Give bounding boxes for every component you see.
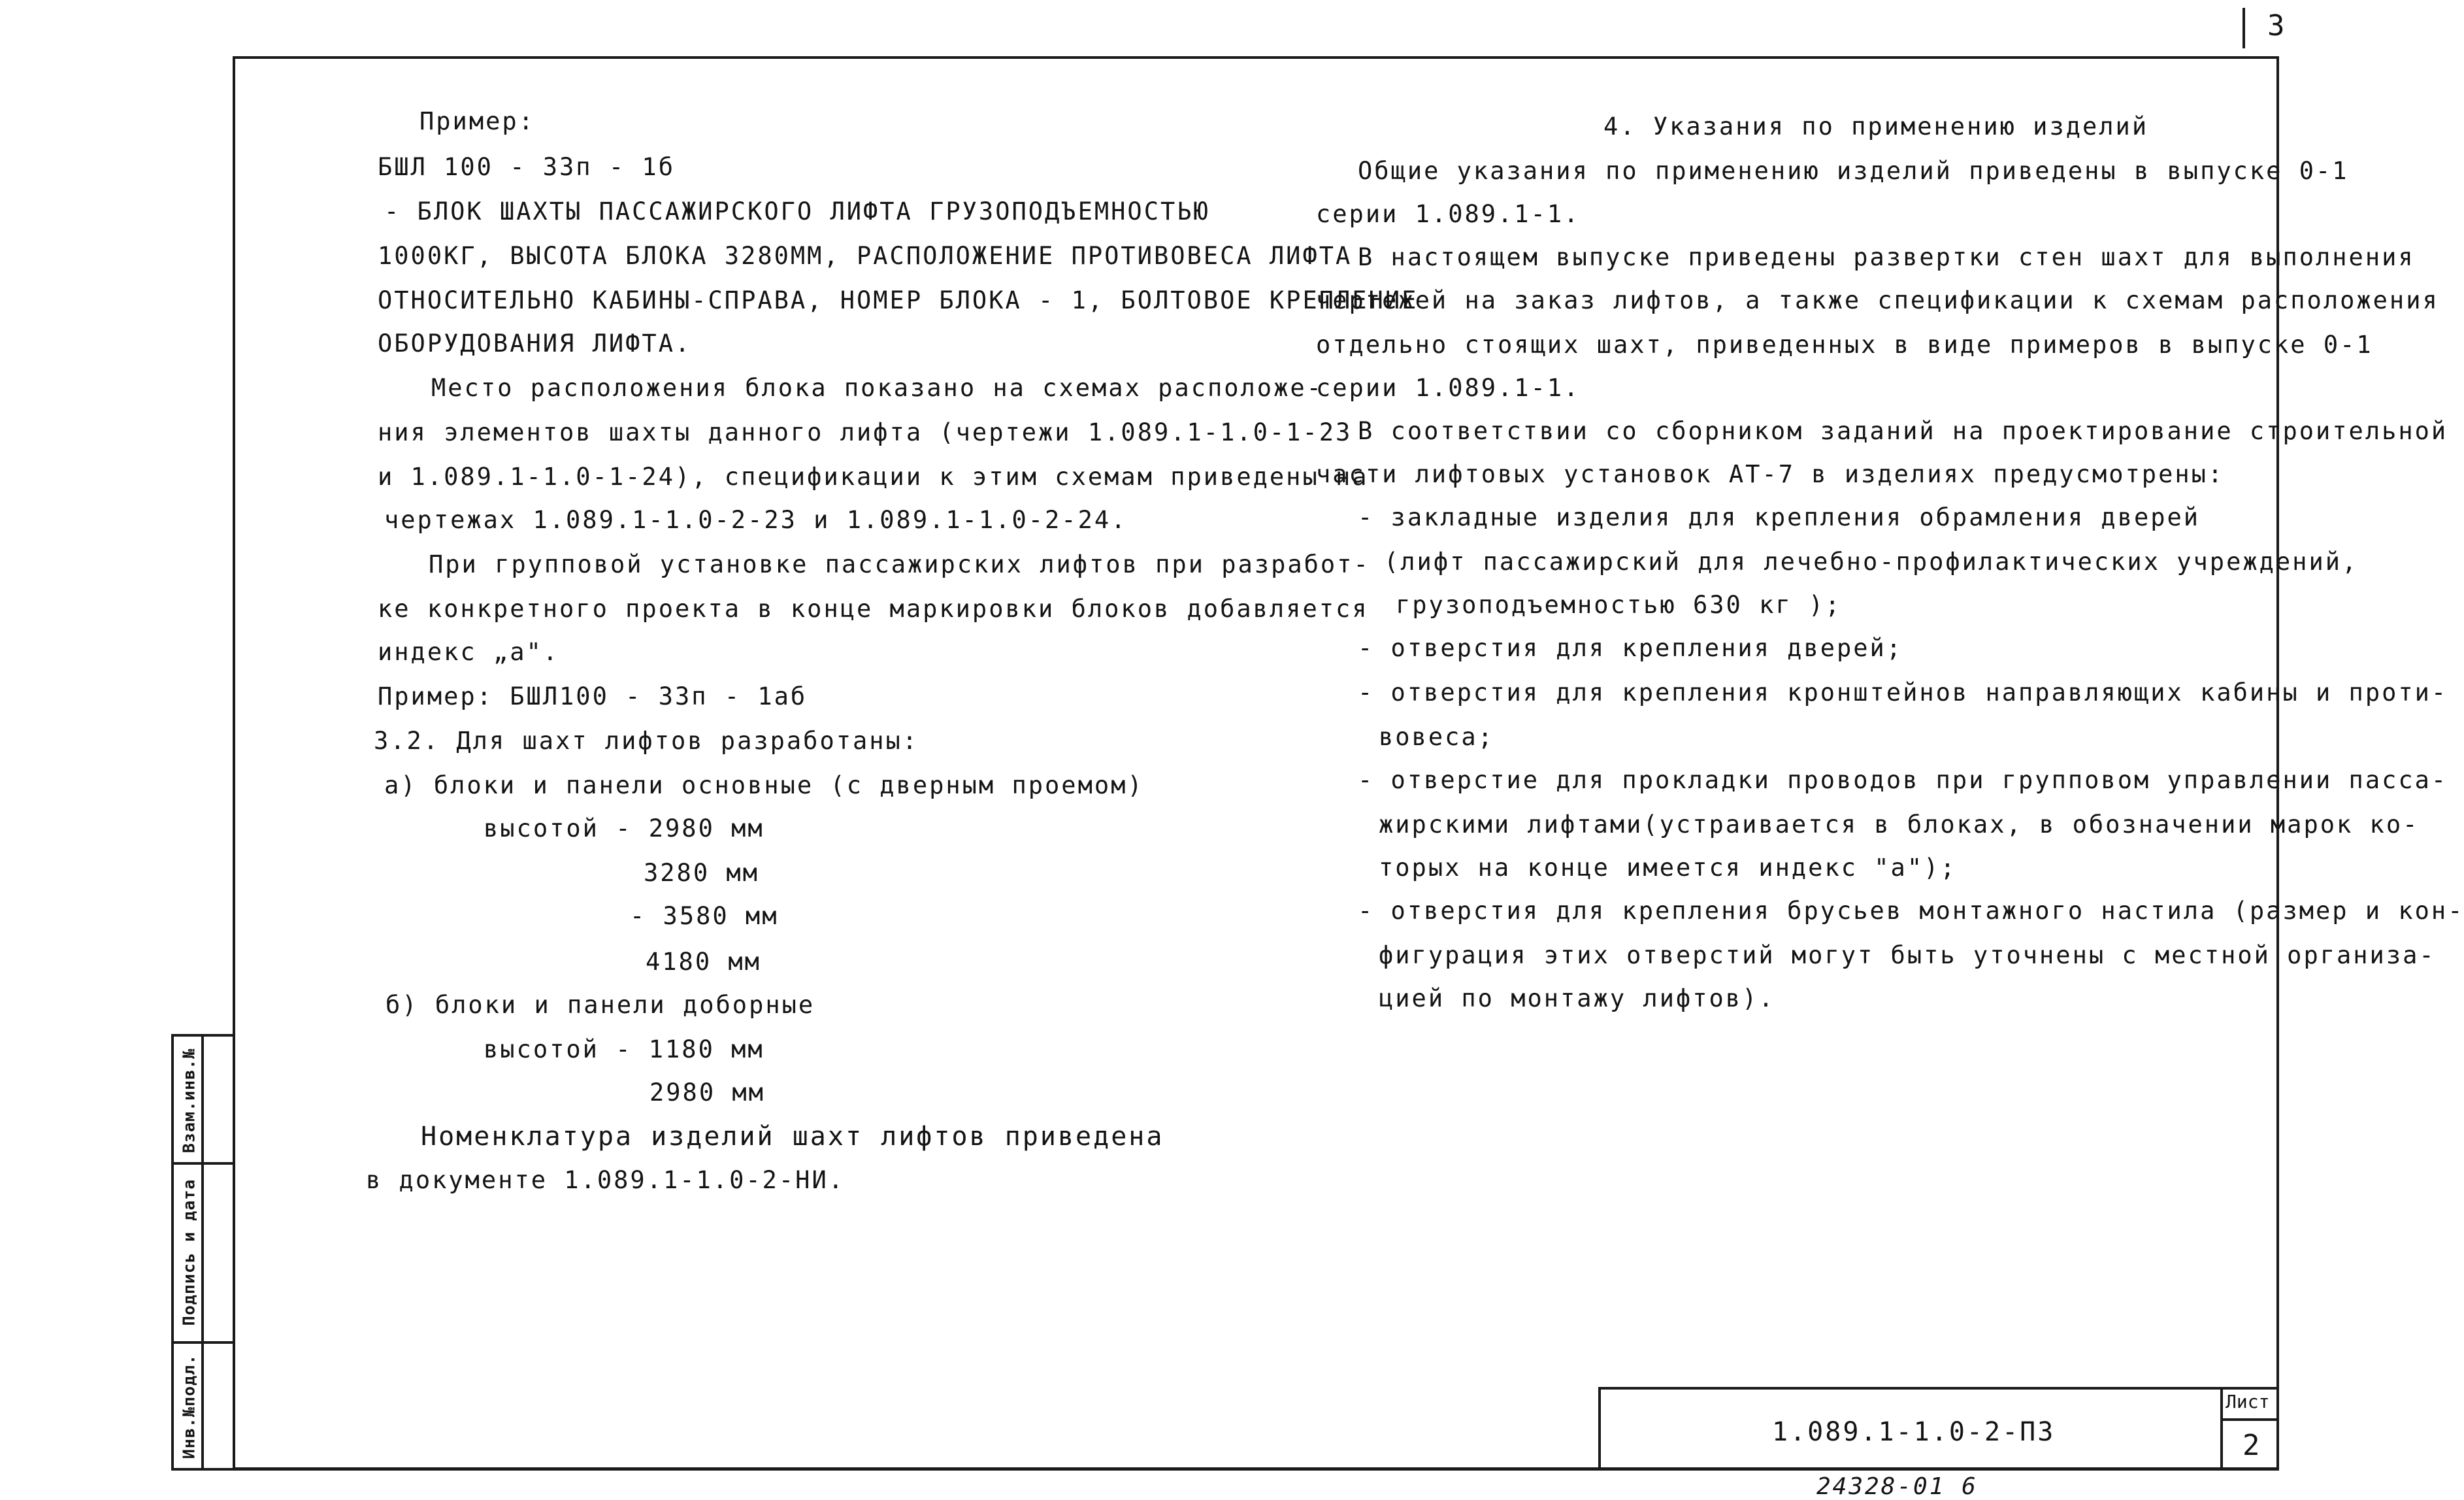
- section-heading: 3.2. Для шахт лифтов разработаны:: [374, 727, 919, 755]
- side-label-inventory: Инв.№подл.: [179, 1354, 199, 1459]
- right-text-line: жирскими лифтами(устраивается в блоках, в обозначении марок ко-: [1379, 810, 2420, 839]
- right-list-item: - отверстия для крепления дверей;: [1358, 634, 1903, 662]
- example-heading: Пример:: [419, 107, 535, 135]
- height-value: 3280 мм: [644, 859, 759, 887]
- left-text-line: индекс „а".: [378, 638, 560, 666]
- right-list-item: - отверстие для прокладки проводов при групповом управлении пасса-: [1358, 766, 2448, 794]
- list-item-b: б) блоки и панели доборные: [386, 991, 815, 1019]
- sheet-label: Лист: [2226, 1391, 2270, 1412]
- left-text-line: ОТНОСИТЕЛЬНО КАБИНЫ-СПРАВА, НОМЕР БЛОКА - 1, БОЛТОВОЕ КРЕПЛЕНИЕ: [378, 286, 1419, 314]
- right-text-line: цией по монтажу лифтов).: [1379, 984, 1775, 1012]
- right-text-line: чертежей на заказ лифтов, а также спецификации к схемам расположения: [1316, 286, 2439, 314]
- right-list-item: - отверстия для крепления брусьев монтажного настила (размер и кон-: [1358, 897, 2464, 925]
- archive-number: 24328-01 6: [1816, 1473, 1978, 1500]
- right-list-item: - отверстия для крепления кронштейнов направляющих кабины и проти-: [1358, 678, 2448, 707]
- right-text-line: грузоподъемностью 630 кг );: [1396, 591, 1842, 619]
- example-mark-2: Пример: БШЛ100 - 33п - 1аб: [378, 682, 808, 710]
- corner-tick: [2242, 8, 2245, 48]
- title-block: [1598, 1387, 2278, 1471]
- left-text-line: 1000КГ, ВЫСОТА БЛОКА 3280ММ, РАСПОЛОЖЕНИЕ ПРОТИВОВЕСА ЛИФТА: [378, 242, 1353, 270]
- right-list-item: - закладные изделия для крепления обрамления дверей: [1358, 503, 2201, 531]
- side-divider: [174, 1162, 234, 1165]
- side-label-signature: Подпись и дата: [179, 1178, 199, 1326]
- corner-page-number: 3: [2267, 9, 2285, 42]
- right-text-line: (лифт пассажирский для лечебно-профилактических учреждений,: [1384, 548, 2359, 576]
- sheet-divider: [2223, 1418, 2278, 1421]
- left-text-line: ОБОРУДОВАНИЯ ЛИФТА.: [378, 329, 692, 358]
- nomenclature-line: Номенклатура изделий шахт лифтов приведена: [421, 1122, 1164, 1152]
- right-text-line: отдельно стоящих шахт, приведенных в виде примеров в выпуске 0-1: [1316, 331, 2373, 359]
- nomenclature-line: в документе 1.089.1-1.0-2-НИ.: [366, 1166, 846, 1194]
- list-item-a: а) блоки и панели основные (с дверным проемом): [384, 771, 1144, 799]
- side-stamp: [171, 1034, 234, 1471]
- right-text-line: Общие указания по применению изделий приведены в выпуске 0-1: [1358, 157, 2349, 185]
- example-mark: БШЛ 100 - 33п - 1б: [378, 153, 675, 181]
- right-text-line: торых на конце имеется индекс "а");: [1379, 854, 1957, 882]
- left-text-line: ния элементов шахты данного лифта (чертежи 1.089.1-1.0-1-23: [378, 418, 1353, 446]
- left-text-line: При групповой установке пассажирских лифтов при разработ-: [429, 550, 1370, 578]
- right-text-line: В соответствии со сборником заданий на проектирование строительной: [1358, 417, 2448, 445]
- left-text-line: чертежах 1.089.1-1.0-2-23 и 1.089.1-1.0-2-24.: [384, 506, 1128, 534]
- right-text-line: серии 1.089.1-1.: [1316, 374, 1581, 402]
- right-text-line: части лифтовых установок АТ-7 в изделиях предусмотрены:: [1316, 460, 2225, 488]
- sheet-cell: [2220, 1390, 2278, 1471]
- right-text-line: вовеса;: [1379, 723, 1494, 751]
- right-text-line: серии 1.089.1-1.: [1316, 200, 1581, 228]
- side-label-replacement: Взам.инв.№: [179, 1048, 199, 1154]
- section-title: 4. Указания по применению изделий: [1603, 112, 2149, 141]
- height-value: 4180 мм: [646, 948, 761, 976]
- height-value: - 3580 мм: [630, 902, 779, 930]
- right-text-line: фигурация этих отверстий могут быть уточнены с местной организа-: [1379, 941, 2436, 969]
- sheet-number: 2: [2242, 1429, 2260, 1462]
- left-text-line: ке конкретного проекта в конце маркировки блоков добавляется: [378, 595, 1369, 623]
- right-text-line: В настоящем выпуске приведены развертки стен шахт для выполнения: [1358, 243, 2415, 271]
- left-text-line: - БЛОК ШАХТЫ ПАССАЖИРСКОГО ЛИФТА ГРУЗОПОДЪЕМНОСТЬЮ: [384, 197, 1210, 225]
- left-text-line: и 1.089.1-1.0-1-24), спецификации к этим схемам приведены на: [378, 463, 1369, 491]
- document-code: 1.089.1-1.0-2-П3: [1772, 1417, 2056, 1447]
- height-value: высотой - 1180 мм: [484, 1035, 764, 1063]
- left-text-line: Место расположения блока показано на схемах расположе-: [431, 374, 1323, 402]
- side-divider: [174, 1341, 234, 1344]
- height-value: высотой - 2980 мм: [484, 814, 764, 842]
- height-value: 2980 мм: [649, 1078, 765, 1107]
